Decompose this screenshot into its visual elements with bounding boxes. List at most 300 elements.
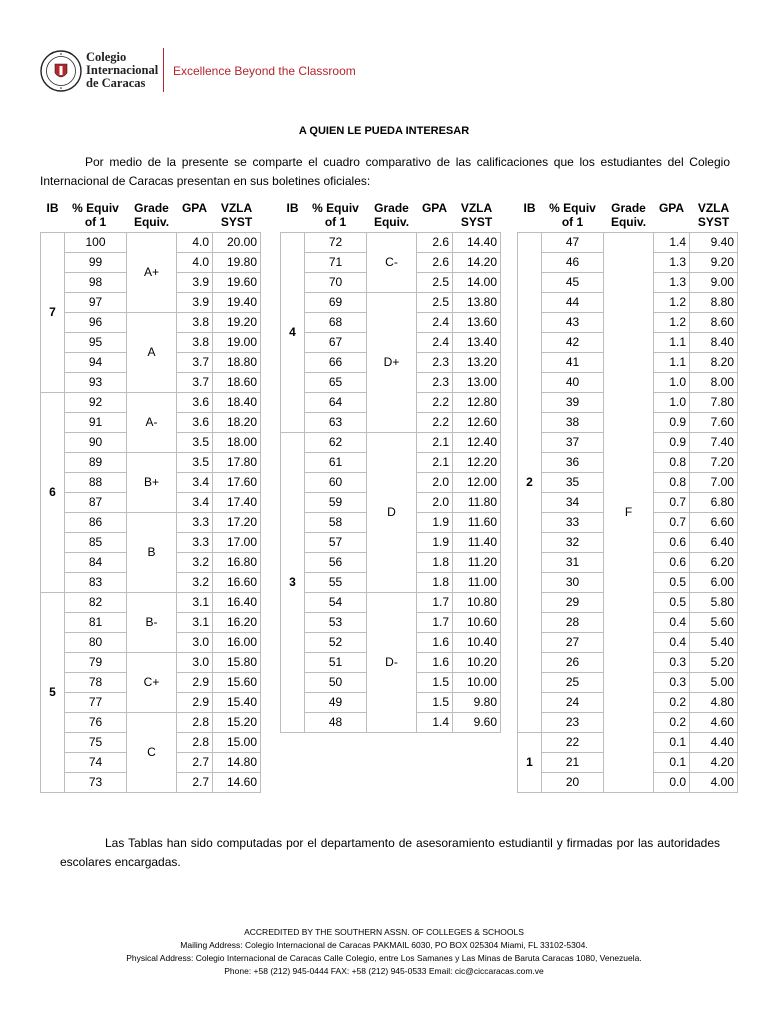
header-text: Equiv. [133,215,170,229]
percent-cell: 45 [542,272,604,292]
header-text: GPA [421,201,448,215]
vzla-cell: 12.40 [453,432,501,452]
vzla-cell: 10.40 [453,632,501,652]
percent-cell: 57 [305,532,367,552]
vzla-cell: 18.00 [213,432,261,452]
gpa-cell: 0.7 [654,492,690,512]
gpa-cell: 1.4 [417,712,453,732]
header-percent-equiv [305,200,367,232]
vzla-cell: 13.60 [453,312,501,332]
ib-score-cell: 5 [41,592,65,792]
table-row [281,592,501,612]
gpa-cell: 1.0 [654,392,690,412]
vzla-cell: 12.20 [453,452,501,472]
vzla-cell: 17.20 [213,512,261,532]
percent-cell: 62 [305,432,367,452]
header-ib [281,200,305,232]
vzla-cell: 15.60 [213,672,261,692]
header-text: % Equiv [549,201,596,215]
gpa-cell: 0.3 [654,672,690,692]
letter-title: A QUIEN LE PUEDA INTERESAR [298,125,470,137]
ib-score-cell: 7 [41,232,65,392]
vzla-cell: 9.60 [453,712,501,732]
vzla-cell: 7.20 [690,452,738,472]
percent-cell: 39 [542,392,604,412]
gpa-cell: 3.5 [177,432,213,452]
gpa-cell: 1.6 [417,632,453,652]
percent-cell: 30 [542,572,604,592]
gpa-cell: 0.6 [654,532,690,552]
vzla-cell: 4.20 [690,752,738,772]
vzla-cell: 7.00 [690,472,738,492]
percent-cell: 66 [305,352,367,372]
percent-cell: 65 [305,372,367,392]
header-text: SYST [697,215,730,229]
vzla-cell: 11.40 [453,532,501,552]
gpa-cell: 1.9 [417,512,453,532]
percent-cell: 41 [542,352,604,372]
gpa-cell: 2.6 [417,252,453,272]
header-gpa [177,200,213,232]
vzla-cell: 15.80 [213,652,261,672]
gpa-cell: 0.7 [654,512,690,532]
grade-equiv-cell: A+ [127,232,177,312]
grade-table-2 [280,200,501,733]
gpa-cell: 3.3 [177,532,213,552]
gpa-cell: 0.8 [654,452,690,472]
percent-cell: 78 [65,672,127,692]
intro-paragraph: Por medio de la presente se comparte el cuadro comparativo de las calificaciones que los estudiantes del Colegio Internacional de Caracas presentan en sus boletines oficiales: [40,155,730,188]
vzla-cell: 14.40 [453,232,501,252]
gpa-cell: 3.6 [177,392,213,412]
gpa-cell: 3.8 [177,332,213,352]
vzla-cell: 5.20 [690,652,738,672]
percent-cell: 73 [65,772,127,792]
vzla-cell: 17.60 [213,472,261,492]
ib-score-cell: 3 [281,432,305,732]
percent-cell: 51 [305,652,367,672]
vzla-cell: 17.40 [213,492,261,512]
vzla-cell: 16.80 [213,552,261,572]
school-name [86,51,158,90]
gpa-cell: 1.8 [417,552,453,572]
percent-cell: 88 [65,472,127,492]
percent-cell: 40 [542,372,604,392]
grade-equiv-cell: C+ [127,652,177,712]
ib-score-cell: 1 [518,732,542,792]
physical-address: Physical Address: Colegio Internacional de Caracas Calle Colegio, entre Los Samanes y Las Minas de Baruta Caracas 1080, Venezuela. [126,953,642,963]
vzla-cell: 8.40 [690,332,738,352]
vzla-cell: 16.60 [213,572,261,592]
table-row [41,512,261,532]
vzla-cell: 8.60 [690,312,738,332]
header-percent-equiv [65,200,127,232]
gpa-cell: 0.9 [654,432,690,452]
ib-score-cell: 4 [281,232,305,432]
percent-cell: 70 [305,272,367,292]
gpa-cell: 2.3 [417,372,453,392]
percent-cell: 76 [65,712,127,732]
header-text: Equiv. [610,215,647,229]
percent-cell: 69 [305,292,367,312]
vzla-cell: 6.60 [690,512,738,532]
percent-cell: 95 [65,332,127,352]
percent-cell: 77 [65,692,127,712]
vzla-cell: 6.80 [690,492,738,512]
header-text: VZLA [220,201,253,215]
vzla-cell: 4.40 [690,732,738,752]
percent-cell: 25 [542,672,604,692]
percent-cell: 64 [305,392,367,412]
table-row [41,712,261,732]
table-row [41,232,261,252]
grade-equiv-cell: D+ [367,292,417,432]
vzla-cell: 4.80 [690,692,738,712]
gpa-cell: 0.8 [654,472,690,492]
percent-cell: 42 [542,332,604,352]
percent-cell: 71 [305,252,367,272]
vzla-cell: 14.20 [453,252,501,272]
grade-equiv-cell: A- [127,392,177,452]
gpa-cell: 0.4 [654,632,690,652]
percent-cell: 47 [542,232,604,252]
header-grade-equiv [604,200,654,232]
gpa-cell: 0.2 [654,692,690,712]
gpa-cell: 1.2 [654,312,690,332]
school-seal-logo [40,50,82,92]
vzla-cell: 17.80 [213,452,261,472]
table-row [518,232,738,252]
percent-cell: 85 [65,532,127,552]
header-text: VZLA [697,201,730,215]
gpa-cell: 2.0 [417,492,453,512]
header-percent-equiv [542,200,604,232]
grade-equiv-cell: C- [367,232,417,292]
vzla-cell: 9.80 [453,692,501,712]
header-text: IB [286,201,299,215]
header-grade-equiv [367,200,417,232]
vzla-cell: 8.00 [690,372,738,392]
gpa-cell: 1.3 [654,272,690,292]
gpa-cell: 0.1 [654,732,690,752]
gpa-cell: 0.3 [654,652,690,672]
table-row [41,312,261,332]
gpa-cell: 3.1 [177,592,213,612]
gpa-cell: 2.4 [417,332,453,352]
header-text: SYST [220,215,253,229]
vzla-cell: 11.60 [453,512,501,532]
gpa-cell: 3.6 [177,412,213,432]
percent-cell: 75 [65,732,127,752]
gpa-cell: 2.3 [417,352,453,372]
vzla-cell: 4.60 [690,712,738,732]
table-row [281,232,501,252]
vzla-cell: 19.60 [213,272,261,292]
grade-equiv-cell: C [127,712,177,792]
vzla-cell: 5.60 [690,612,738,632]
percent-cell: 29 [542,592,604,612]
percent-cell: 98 [65,272,127,292]
gpa-cell: 1.7 [417,612,453,632]
gpa-cell: 0.0 [654,772,690,792]
percent-cell: 87 [65,492,127,512]
vzla-cell: 18.80 [213,352,261,372]
vzla-cell: 13.20 [453,352,501,372]
vzla-cell: 12.60 [453,412,501,432]
vzla-cell: 14.00 [453,272,501,292]
percent-cell: 72 [305,232,367,252]
gpa-cell: 0.6 [654,552,690,572]
closing-paragraph: Las Tablas han sido computadas por el departamento de asesoramiento estudiantil y firmadas por las autoridades escolares encargadas. [60,836,720,869]
percent-cell: 55 [305,572,367,592]
contact-line: Phone: +58 (212) 945-0444 FAX: +58 (212) 945-0533 Email: cic@ciccaracas.com.ve [224,966,544,976]
percent-cell: 74 [65,752,127,772]
header-vzla-syst [213,200,261,232]
gpa-cell: 1.4 [654,232,690,252]
percent-cell: 80 [65,632,127,652]
table-header-row [281,200,501,232]
gpa-cell: 2.8 [177,732,213,752]
gpa-cell: 1.3 [654,252,690,272]
percent-cell: 81 [65,612,127,632]
percent-cell: 89 [65,452,127,472]
header-text: of 1 [324,215,347,229]
vzla-cell: 15.20 [213,712,261,732]
percent-cell: 93 [65,372,127,392]
gpa-cell: 3.2 [177,572,213,592]
gpa-cell: 3.5 [177,452,213,472]
gpa-cell: 1.9 [417,532,453,552]
vzla-cell: 11.00 [453,572,501,592]
vzla-cell: 12.00 [453,472,501,492]
vzla-cell: 19.80 [213,252,261,272]
percent-cell: 26 [542,652,604,672]
percent-cell: 61 [305,452,367,472]
gpa-cell: 3.0 [177,632,213,652]
footer [0,926,768,978]
percent-cell: 34 [542,492,604,512]
gpa-cell: 1.0 [654,372,690,392]
percent-cell: 92 [65,392,127,412]
percent-cell: 49 [305,692,367,712]
vzla-cell: 18.40 [213,392,261,412]
vzla-cell: 16.20 [213,612,261,632]
percent-cell: 22 [542,732,604,752]
percent-cell: 38 [542,412,604,432]
school-name-line: Colegio [86,50,127,64]
percent-cell: 59 [305,492,367,512]
vzla-cell: 6.20 [690,552,738,572]
vzla-cell: 19.40 [213,292,261,312]
header-vzla-syst [453,200,501,232]
grade-equiv-cell: B+ [127,452,177,512]
gpa-cell: 0.4 [654,612,690,632]
gpa-cell: 1.1 [654,352,690,372]
percent-cell: 60 [305,472,367,492]
percent-cell: 63 [305,412,367,432]
gpa-cell: 1.5 [417,672,453,692]
header-text: SYST [460,215,493,229]
gpa-cell: 1.8 [417,572,453,592]
percent-cell: 50 [305,672,367,692]
vzla-cell: 9.20 [690,252,738,272]
percent-cell: 52 [305,632,367,652]
gpa-cell: 2.8 [177,712,213,732]
vzla-cell: 6.00 [690,572,738,592]
vzla-cell: 4.00 [690,772,738,792]
vzla-cell: 7.40 [690,432,738,452]
gpa-cell: 1.1 [654,332,690,352]
gpa-cell: 2.5 [417,272,453,292]
percent-cell: 97 [65,292,127,312]
header-text: % Equiv [72,201,119,215]
gpa-cell: 1.7 [417,592,453,612]
vzla-cell: 15.00 [213,732,261,752]
table-header-row [41,200,261,232]
vzla-cell: 7.60 [690,412,738,432]
grade-table-3 [517,200,738,793]
vzla-cell: 5.80 [690,592,738,612]
ib-score-cell: 6 [41,392,65,592]
percent-cell: 46 [542,252,604,272]
gpa-cell: 2.6 [417,232,453,252]
percent-cell: 24 [542,692,604,712]
percent-cell: 68 [305,312,367,332]
gpa-cell: 2.4 [417,312,453,332]
gpa-cell: 1.5 [417,692,453,712]
gpa-cell: 1.6 [417,652,453,672]
gpa-cell: 4.0 [177,232,213,252]
gpa-cell: 3.9 [177,292,213,312]
gpa-cell: 3.1 [177,612,213,632]
vzla-cell: 10.80 [453,592,501,612]
vzla-cell: 14.80 [213,752,261,772]
gpa-cell: 0.5 [654,572,690,592]
table-row [41,592,261,612]
percent-cell: 54 [305,592,367,612]
gpa-cell: 2.0 [417,472,453,492]
grade-equiv-cell: A [127,312,177,392]
header-text: VZLA [460,201,493,215]
header-text: % Equiv [312,201,359,215]
header-gpa [654,200,690,232]
percent-cell: 99 [65,252,127,272]
gpa-cell: 2.7 [177,772,213,792]
gpa-cell: 3.4 [177,492,213,512]
vzla-cell: 9.40 [690,232,738,252]
vzla-cell: 10.60 [453,612,501,632]
vzla-cell: 13.80 [453,292,501,312]
percent-cell: 35 [542,472,604,492]
gpa-cell: 2.9 [177,692,213,712]
vzla-cell: 18.60 [213,372,261,392]
header-text: Equiv. [373,215,410,229]
header-vzla-syst [690,200,738,232]
percent-cell: 48 [305,712,367,732]
grade-equiv-cell: F [604,232,654,792]
gpa-cell: 2.1 [417,432,453,452]
tagline: Excellence Beyond the Classroom [173,64,356,78]
percent-cell: 44 [542,292,604,312]
vzla-cell: 13.40 [453,332,501,352]
vzla-cell: 12.80 [453,392,501,412]
vzla-cell: 9.00 [690,272,738,292]
percent-cell: 58 [305,512,367,532]
vzla-cell: 8.20 [690,352,738,372]
gpa-cell: 3.2 [177,552,213,572]
vzla-cell: 11.80 [453,492,501,512]
percent-cell: 23 [542,712,604,732]
percent-cell: 32 [542,532,604,552]
vzla-cell: 14.60 [213,772,261,792]
gpa-cell: 2.2 [417,412,453,432]
mailing-address: Mailing Address: Colegio Internacional de Caracas PAKMAIL 6030, PO BOX 025304 Miami, FL 33102-5304. [180,940,588,950]
header-text: Grade [374,201,409,215]
header-text: Grade [611,201,646,215]
grade-equiv-cell: B [127,512,177,592]
grade-equiv-cell: D [367,432,417,592]
vzla-cell: 20.00 [213,232,261,252]
vzla-cell: 11.20 [453,552,501,572]
gpa-cell: 3.0 [177,652,213,672]
gpa-cell: 1.2 [654,292,690,312]
header-grade-equiv [127,200,177,232]
header-gpa [417,200,453,232]
vzla-cell: 16.40 [213,592,261,612]
percent-cell: 83 [65,572,127,592]
header-text: IB [523,201,536,215]
table-row [281,292,501,312]
percent-cell: 20 [542,772,604,792]
gpa-cell: 2.5 [417,292,453,312]
header-text: IB [46,201,59,215]
percent-cell: 86 [65,512,127,532]
vzla-cell: 18.20 [213,412,261,432]
gpa-cell: 0.5 [654,592,690,612]
vzla-cell: 16.00 [213,632,261,652]
vzla-cell: 10.00 [453,672,501,692]
vzla-cell: 7.80 [690,392,738,412]
header-ib [41,200,65,232]
gpa-cell: 2.1 [417,452,453,472]
gpa-cell: 3.8 [177,312,213,332]
grade-equiv-cell: D- [367,592,417,732]
gpa-cell: 3.9 [177,272,213,292]
percent-cell: 91 [65,412,127,432]
percent-cell: 79 [65,652,127,672]
table-row [41,652,261,672]
header-ib [518,200,542,232]
header-text: of 1 [84,215,107,229]
table-header-row [518,200,738,232]
vzla-cell: 17.00 [213,532,261,552]
gpa-cell: 3.7 [177,352,213,372]
vzla-cell: 13.00 [453,372,501,392]
grade-table-1 [40,200,261,793]
percent-cell: 67 [305,332,367,352]
vzla-cell: 19.00 [213,332,261,352]
gpa-cell: 2.7 [177,752,213,772]
header-text: GPA [658,201,685,215]
percent-cell: 90 [65,432,127,452]
gpa-cell: 0.1 [654,752,690,772]
percent-cell: 84 [65,552,127,572]
percent-cell: 82 [65,592,127,612]
percent-cell: 94 [65,352,127,372]
percent-cell: 33 [542,512,604,532]
accreditation-line: ACCREDITED BY THE SOUTHERN ASSN. OF COLLEGES & SCHOOLS [244,927,524,937]
header-text: of 1 [561,215,584,229]
